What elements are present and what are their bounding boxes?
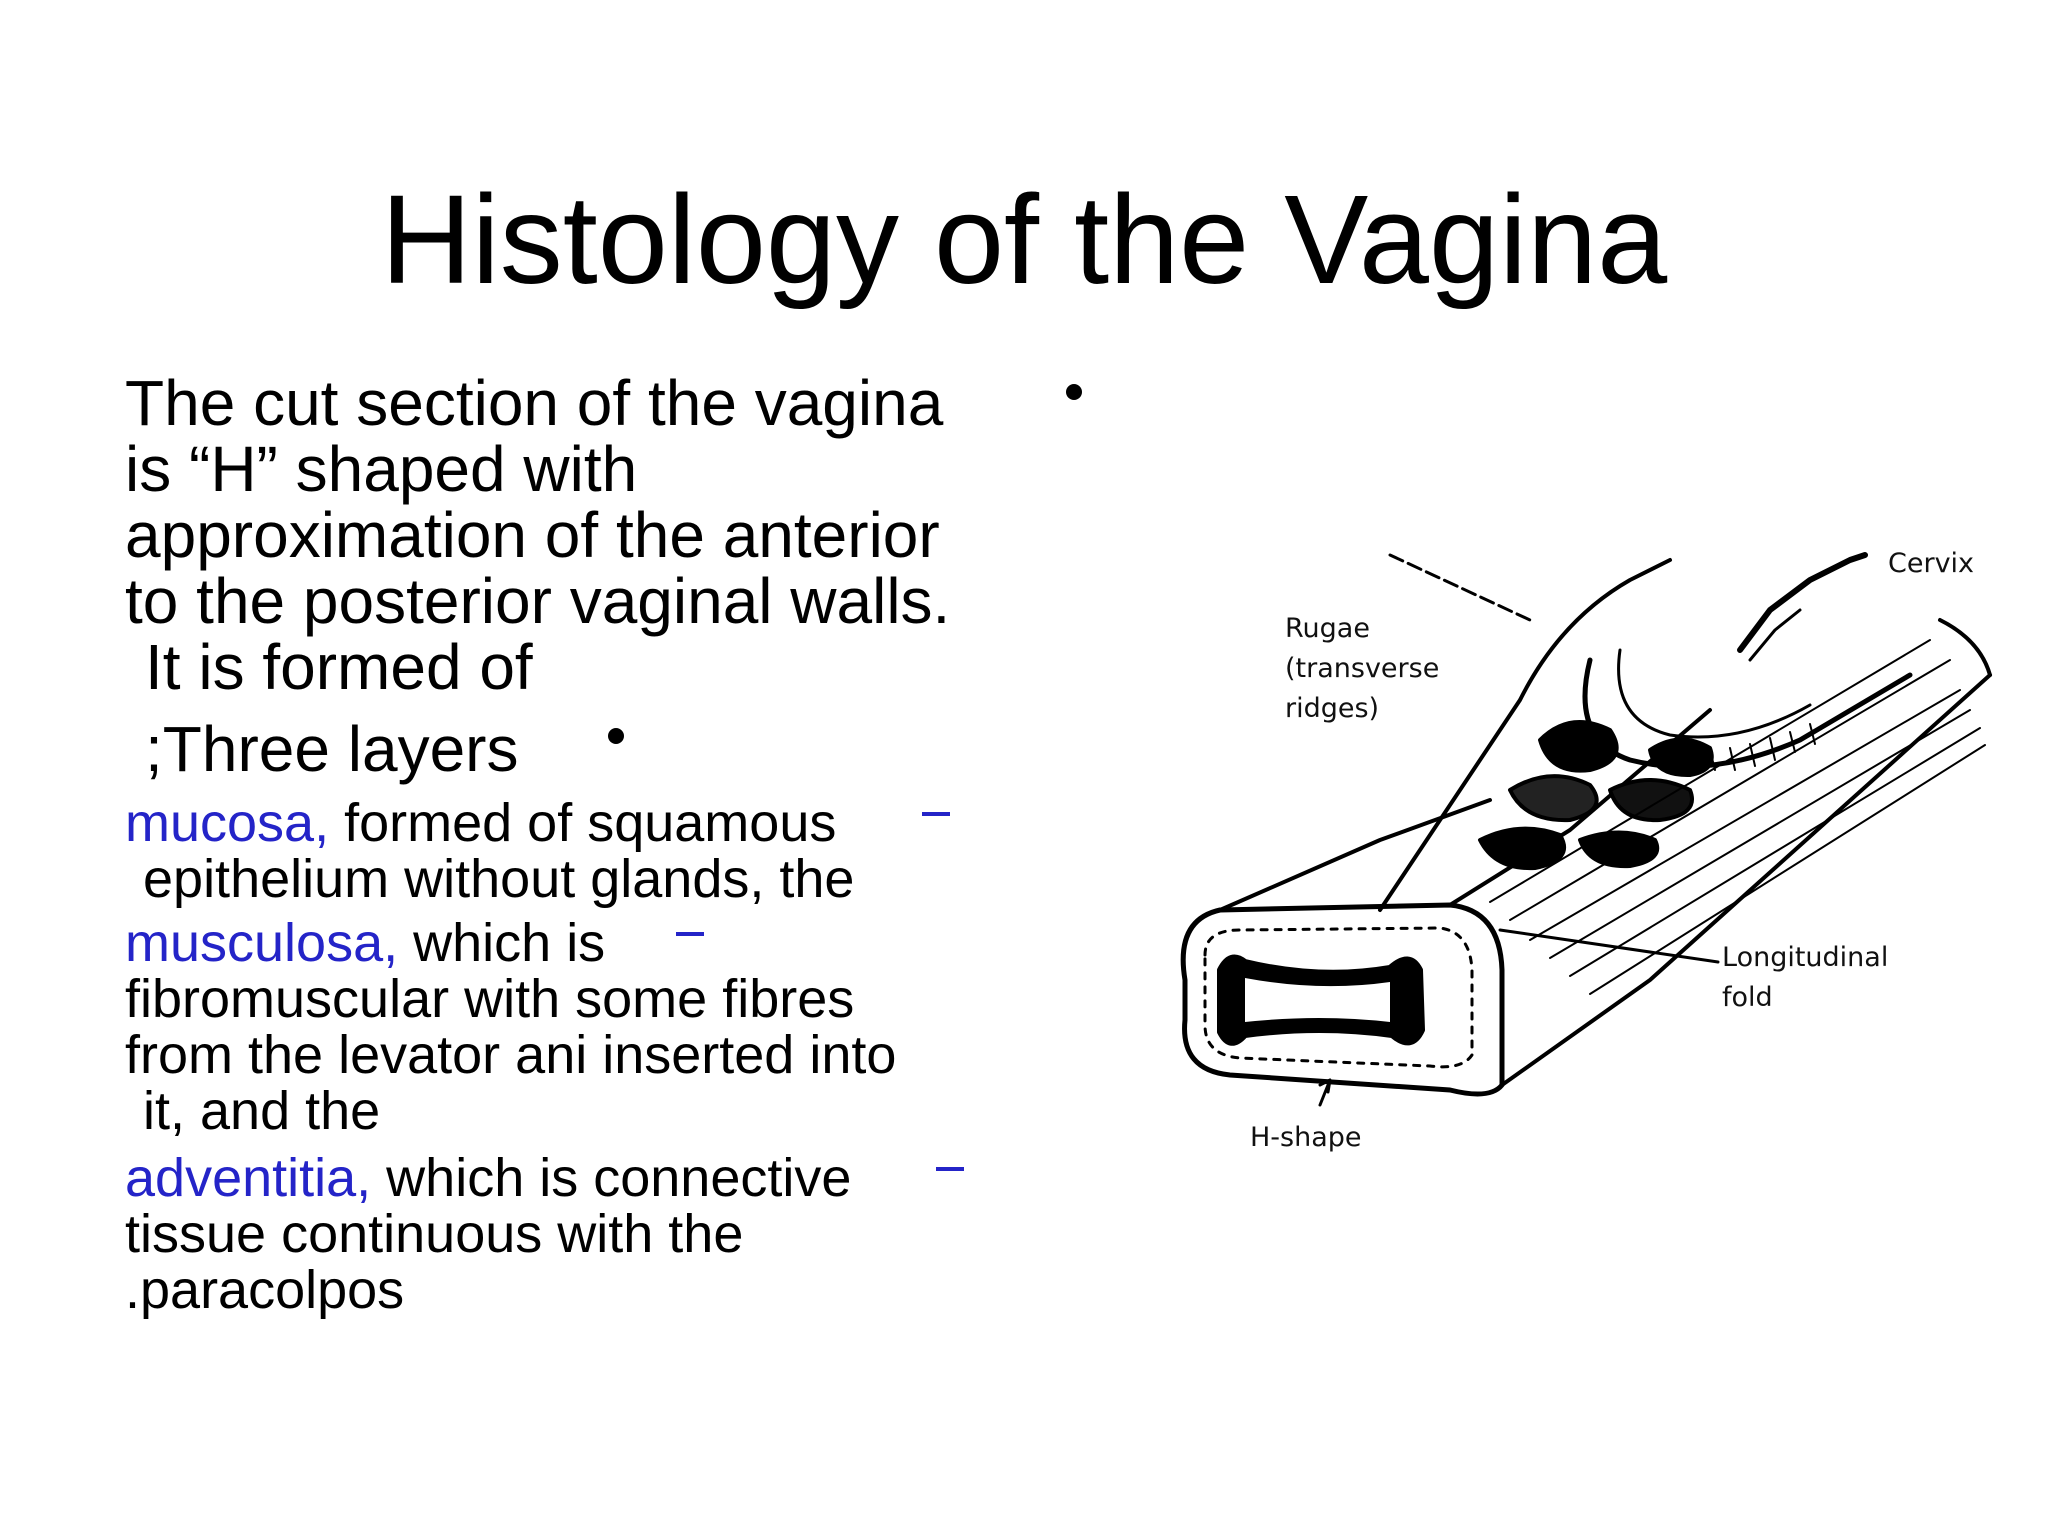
intro-line: The cut section of the vagina — [125, 367, 944, 439]
term-mucosa: mucosa, — [125, 793, 330, 853]
bullet-icon — [608, 728, 624, 744]
layers-heading: ;Three layers — [145, 713, 519, 785]
tube-far-edge — [1940, 620, 1990, 675]
label-rugae-3: ridges) — [1285, 693, 1380, 724]
tube-top-surface — [1220, 800, 1490, 910]
musculosa-line-2: fibromuscular with some fibres — [125, 969, 855, 1029]
intro-line: It is formed of — [145, 631, 533, 703]
term-musculosa: musculosa, — [125, 913, 399, 973]
intro-line: approximation of the anterior — [125, 499, 940, 571]
slide-title: Histology of the Vagina — [380, 169, 1668, 310]
musculosa-line-4: it, and the — [143, 1081, 381, 1141]
mucosa-line-2: epithelium without glands, the — [143, 849, 855, 909]
mucosa-line-1 — [125, 795, 836, 851]
label-longitudinal-1: Longitudinal — [1722, 942, 1889, 973]
leader-h-shape — [1320, 1085, 1328, 1105]
dash-icon — [676, 932, 704, 936]
leader-rugae — [1390, 555, 1530, 620]
intro-line: is “H” shaped with — [125, 433, 638, 505]
label-h-shape: H-shape — [1250, 1122, 1362, 1153]
adventitia-text: which is connective — [371, 1148, 852, 1208]
rugae — [1480, 722, 1712, 868]
adventitia-line-1 — [125, 1150, 851, 1206]
musculosa-line-1 — [125, 915, 605, 971]
vagina-diagram — [1150, 500, 2010, 1180]
bullet-icon — [1066, 384, 1082, 400]
musculosa-line-3: from the levator ani inserted into — [125, 1025, 897, 1085]
adventitia-line-3: .paracolpos — [125, 1260, 405, 1320]
musculosa-text: which is — [398, 913, 606, 973]
adventitia-line-2: tissue continuous with the — [125, 1204, 744, 1264]
dash-icon — [936, 1167, 964, 1171]
term-adventitia: adventitia, — [125, 1148, 372, 1208]
mucosa-text: formed of squamous — [329, 793, 837, 853]
label-cervix: Cervix — [1888, 548, 1975, 579]
label-rugae-2: (transverse — [1285, 653, 1440, 684]
label-rugae-1: Rugae — [1285, 613, 1370, 644]
dash-icon — [922, 812, 950, 816]
label-longitudinal-2: fold — [1722, 982, 1773, 1013]
intro-line: to the posterior vaginal walls. — [125, 565, 951, 637]
